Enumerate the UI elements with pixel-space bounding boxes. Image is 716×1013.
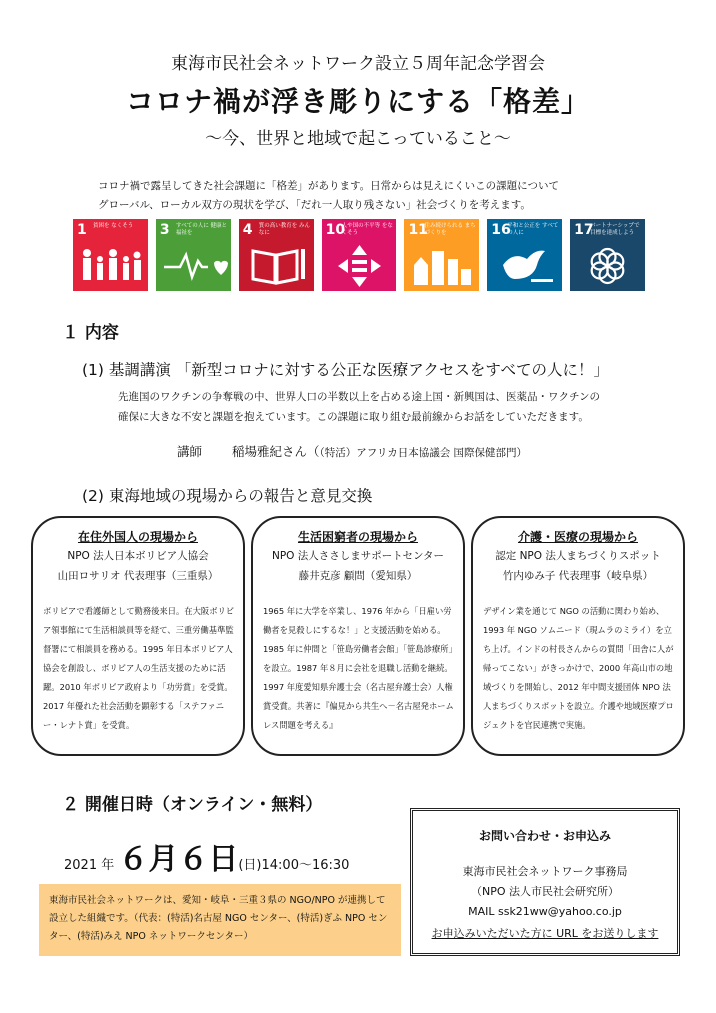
report-card — [31, 516, 245, 756]
sdg-icon-row — [73, 219, 645, 291]
date-main: ６月６日 — [118, 842, 239, 877]
date-time: (日)14:00～16:30 — [238, 858, 350, 873]
card-body: デザイン業を通じて NGO の活動に関わり始め、1993 年 NGO ソムニード（現ムラのミライ）を立ち上げ。インドの村長さんからの質問「田舎に人が帰ってこない」がきっかけで、2000 年高山市の地域づくりを開始し、2012 年中間支援団体 NPO 法人まちづくりスポットを設立。介護や地域医療プロジェクトを官民連携で実施。 — [483, 606, 674, 730]
sdg-number: 11 — [408, 222, 428, 238]
speaker-label: 講師 — [177, 444, 203, 459]
card-org: NPO 法人ささしまサポートセンター — [271, 550, 445, 562]
card-person: 竹内ゆみ子 代表理事（岐阜県） — [502, 570, 654, 582]
report-card — [471, 516, 685, 756]
card-body: 1965 年に大学を卒業し、1976 年から「日雇い労働者を見殺しにするな！」と支援活動を始める。1985 年に仲間と「笹島労働者会館」「笹島診療所」を設立。1987 年８月に会社を退職し活動を継続。1997 年度愛知県弁護士会（名古屋弁護士会）人権賞受賞。共著に『偏見から共生へ－名古屋発ホームレス問題を考える』 — [263, 606, 454, 730]
contact-title: お問い合わせ・お申込み — [478, 829, 611, 843]
speaker-name: 稲場雅紀さん（ — [231, 444, 320, 459]
sdg-number: 3 — [159, 222, 170, 238]
card-org: NPO 法人日本ボリビア人協会 — [67, 550, 209, 562]
contact-office: 東海市民社会ネットワーク事務局 — [462, 865, 628, 878]
sdg-goal-1 — [73, 219, 148, 291]
sdg-label: 貧困を なくそう — [93, 223, 134, 229]
heartbeat-icon — [156, 243, 231, 289]
card-title: 介護・医療の現場から — [517, 530, 638, 544]
sdg-label: 質の高い教育を みんなに — [258, 223, 310, 236]
tagline: ～今、世界と地域で起こっていること～ — [205, 129, 511, 149]
contact-note: お申込みいただいた方に URL をお送りします — [431, 927, 659, 940]
sdg-goal-3 — [156, 219, 231, 291]
event-subtitle: 東海市民社会ネットワーク設立５周年記念学習会 — [171, 54, 545, 74]
card-body: ボリビアで看護師として勤務後来日。在大阪ボリビア領事館にて生活相談員等を経て、三重労働基準監督署にて相談員を務める。1995 年日本ボリビア人協会を創設し、ボリビア人の生活支援のために活躍。2010 年ボリビア政府より「功労賞」を受賞。2017 年優れた社会活動を顕彰する「ステファニー・レナト賞」を受賞。 — [43, 606, 235, 730]
card-person: 山田ロサリオ 代表理事（三重県） — [57, 570, 219, 582]
keynote-heading: (1) 基調講演 「新型コロナに対する公正な医療アクセスをすべての人に！」 — [82, 361, 610, 379]
event-date — [64, 834, 349, 878]
sdg-label: パートナーシップで 目標を達成しよう — [590, 223, 640, 236]
sdg-goal-11 — [404, 219, 479, 291]
sdg-goal-4 — [239, 219, 314, 291]
sdg-number: 17 — [574, 222, 594, 238]
page-title: コロナ禍が浮き彫りにする「格差」 — [125, 85, 590, 118]
date-year: 2021 年 — [64, 858, 115, 873]
card-title: 生活困窮者の現場から — [297, 530, 418, 544]
intro-line: コロナ禍で露呈してきた社会課題に「格差」があります。日常からは見えにくいこの課題について — [98, 180, 559, 192]
dove-icon — [487, 243, 562, 289]
sdg-label: 人や国の不平等 をなくそう — [341, 223, 393, 236]
section-heading: １ 内容 — [62, 323, 119, 343]
sdg-number: 4 — [242, 222, 253, 238]
sdg-number: 16 — [491, 222, 511, 238]
sdg-label: 平和と公正を すべての人に — [507, 223, 559, 236]
organization-note: 東海市民社会ネットワークは、愛知・岐阜・三重３県の NGO/NPO が連携して設立した組織です。（代表：(特活)名古屋 NGO センター、(特活)ぎふ NPO センター、(特活)みえ NPO ネットワークセンター） — [39, 884, 401, 956]
sdg-label: 住み続けられる まちづくりを — [424, 223, 476, 236]
speaker-org: （特活）アフリカ日本協議会 国際保健部門） — [319, 447, 528, 459]
intro-line: グローバル、ローカル双方の現状を学び、「だれ一人取り残さない」社会づくりを考えます。 — [98, 199, 531, 211]
section-heading: ２ 開催日時（オンライン・無料） — [62, 795, 323, 815]
book-icon — [239, 243, 314, 289]
card-org: 認定 NPO 法人まちづくりスポット — [495, 550, 661, 562]
report-card — [251, 516, 465, 756]
contact-mail[interactable]: MAIL ssk21ww@yahoo.co.jp — [468, 905, 622, 918]
contact-sub: （NPO 法人市民社会研究所） — [470, 885, 620, 898]
card-person: 藤井克彦 顧問（愛知県） — [298, 570, 418, 582]
partnership-icon — [570, 243, 645, 289]
sdg-number: 1 — [77, 222, 87, 238]
sdg-label: すべての人に 健康と福祉を — [175, 223, 227, 236]
speaker-line — [177, 442, 527, 460]
keynote-description: 先進国のワクチンの争奪戦の中、世界人口の半数以上を占める途上国・新興国は、医薬品・ワクチンの — [118, 391, 600, 403]
sdg-goal-16 — [487, 219, 562, 291]
sdg-goal-10 — [322, 219, 397, 291]
sdg-number: 10 — [325, 222, 346, 238]
contact-box — [410, 808, 680, 956]
card-title: 在住外国人の現場から — [77, 530, 198, 544]
sdg-goal-17 — [570, 219, 645, 291]
keynote-description: 確保に大きな不安と課題を抱えています。この課題に取り組む最前線からお話をしていただきます。 — [118, 411, 589, 423]
family-icon — [73, 243, 148, 289]
equality-icon — [322, 243, 397, 289]
city-icon — [404, 243, 479, 289]
report-heading: (2) 東海地域の現場からの報告と意見交換 — [82, 487, 373, 505]
